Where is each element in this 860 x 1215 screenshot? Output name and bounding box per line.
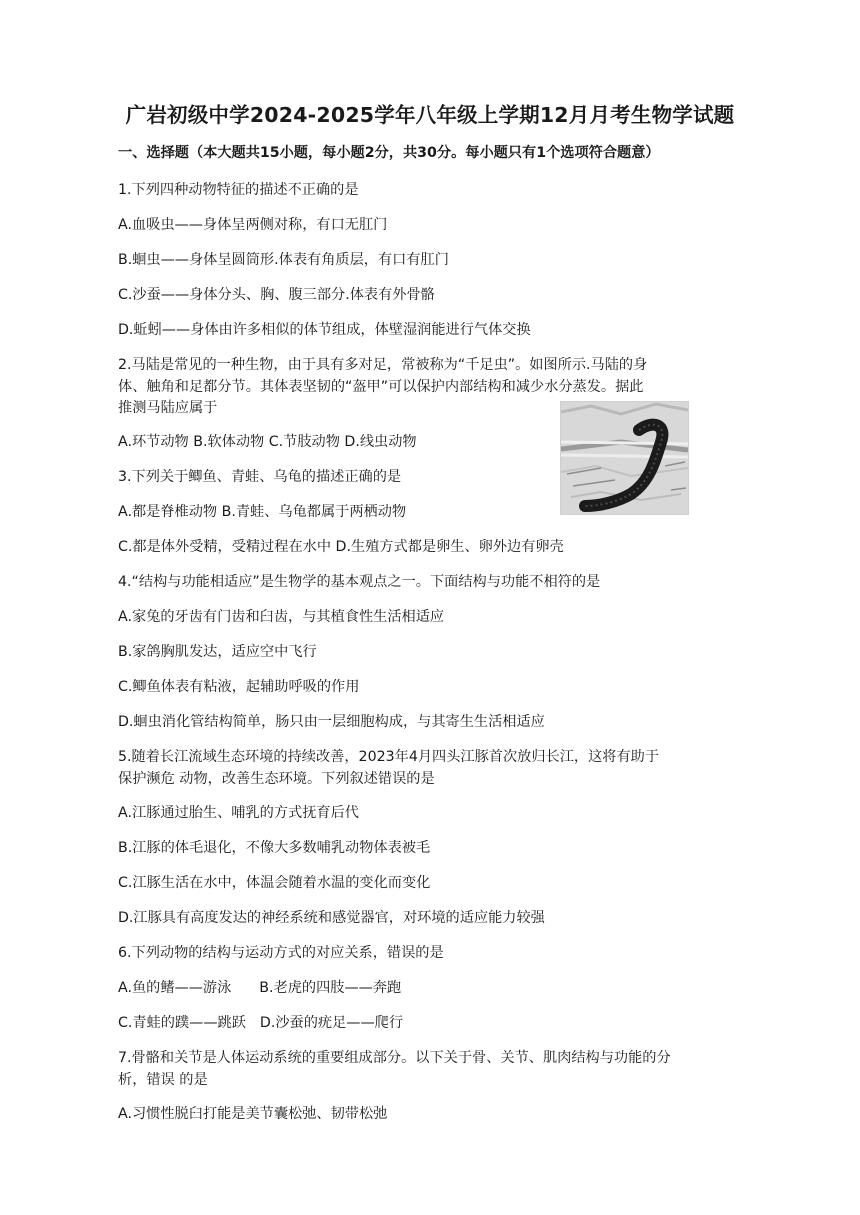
question-6-options-ab <box>118 977 401 997</box>
question-7-option-a: A.习惯性脱臼打能是美节囊松弛、韧带松弛 <box>118 1106 388 1122</box>
question-4-option-d: D.蛔虫消化管结构简单，肠只由一层细胞构成，与其寄生生活相适应 <box>118 714 545 730</box>
question-7-stem-line-1: 7.骨骼和关节是人体运动系统的重要组成部分。以下关于骨、关节、肌肉结构与功能的分 <box>118 1050 671 1066</box>
question-4-option-c: C.鲫鱼体表有粘液，起辅助呼吸的作用 <box>118 679 360 695</box>
question-4-option-b: B.家鸽胸肌发达，适应空中飞行 <box>118 644 317 660</box>
question-2-options: A.环节动物 B.软体动物 C.节肢动物 D.线虫动物 <box>118 434 417 450</box>
question-4-stem: 4.“结构与功能相适应”是生物学的基本观点之一。下面结构与功能不相符的是 <box>118 574 601 590</box>
question-6-stem: 6.下列动物的结构与运动方式的对应关系，错误的是 <box>118 945 444 961</box>
question-1-stem: 1.下列四种动物特征的描述不正确的是 <box>118 182 359 198</box>
millipede-photo <box>560 401 689 515</box>
millipede-image <box>561 402 688 514</box>
question-3-stem: 3.下列关于鲫鱼、青蛙、乌龟的描述正确的是 <box>118 469 402 485</box>
question-5-option-a: A.江豚通过胎生、哺乳的方式抚育后代 <box>118 805 359 821</box>
question-1-option-a: A.血吸虫——身体呈两侧对称，有口无肛门 <box>118 217 388 233</box>
question-5-option-d: D.江豚具有高度发达的神经系统和感觉器官，对环境的适应能力较强 <box>118 910 545 926</box>
question-1-option-c: C.沙蚕——身体分头、胸、腹三部分.体表有外骨骼 <box>118 287 435 303</box>
question-5-stem-line-1: 5.随着长江流域生态环境的持续改善，2023年4月四头江豚首次放归长江，这将有助于 <box>118 749 660 765</box>
question-2-stem-line-1: 2.马陆是常见的一种生物，由于具有多对足，常被称为“千足虫”。如图所示.马陆的身 <box>118 357 648 373</box>
question-2-stem-line-3: 推测马陆应属于 <box>118 400 218 416</box>
question-6-option-c: C.青蛙的蹼——跳跃 <box>118 1015 246 1031</box>
question-6-option-d: D.沙蚕的疣足——爬行 <box>259 1015 404 1031</box>
question-3-options-cd: C.都是体外受精，受精过程在水中 D.生殖方式都是卵生、卵外边有卵壳 <box>118 539 564 555</box>
question-1-option-d: D.蚯蚓——身体由许多相似的体节组成，体壁湿润能进行气体交换 <box>118 322 531 338</box>
question-4-option-a: A.家兔的牙齿有门齿和臼齿，与其植食性生活相适应 <box>118 609 445 625</box>
question-1-option-b: B.蛔虫——身体呈圆筒形.体表有角质层，有口有肛门 <box>118 252 449 268</box>
question-5-option-b: B.江豚的体毛退化，不像大多数哺乳动物体表被毛 <box>118 840 431 856</box>
question-7-stem-line-2: 析，错误 的是 <box>118 1072 208 1088</box>
question-6-options-cd <box>118 1012 403 1032</box>
question-5-stem-line-2: 保护濒危 动物，改善生态环境。下列叙述错误的是 <box>118 771 435 787</box>
page-title: 广岩初级中学2024-2025学年八年级上学期12月月考生物学试题 <box>125 103 735 127</box>
question-2-stem-line-2: 体、触角和足都分节。其体表坚韧的“盔甲”可以保护内部结构和减少水分蒸发。据此 <box>118 379 644 395</box>
question-6-option-a: A.鱼的鳍——游泳 <box>118 980 232 996</box>
question-5-option-c: C.江豚生活在水中，体温会随着水温的变化而变化 <box>118 875 431 891</box>
question-3-options-ab: A.都是脊椎动物 B.青蛙、乌龟都属于两栖动物 <box>118 504 407 520</box>
question-6-option-b: B.老虎的四肢——奔跑 <box>259 980 402 996</box>
section-heading: 一、选择题（本大题共15小题，每小题2分，共30分。每小题只有1个选项符合题意） <box>118 145 660 161</box>
